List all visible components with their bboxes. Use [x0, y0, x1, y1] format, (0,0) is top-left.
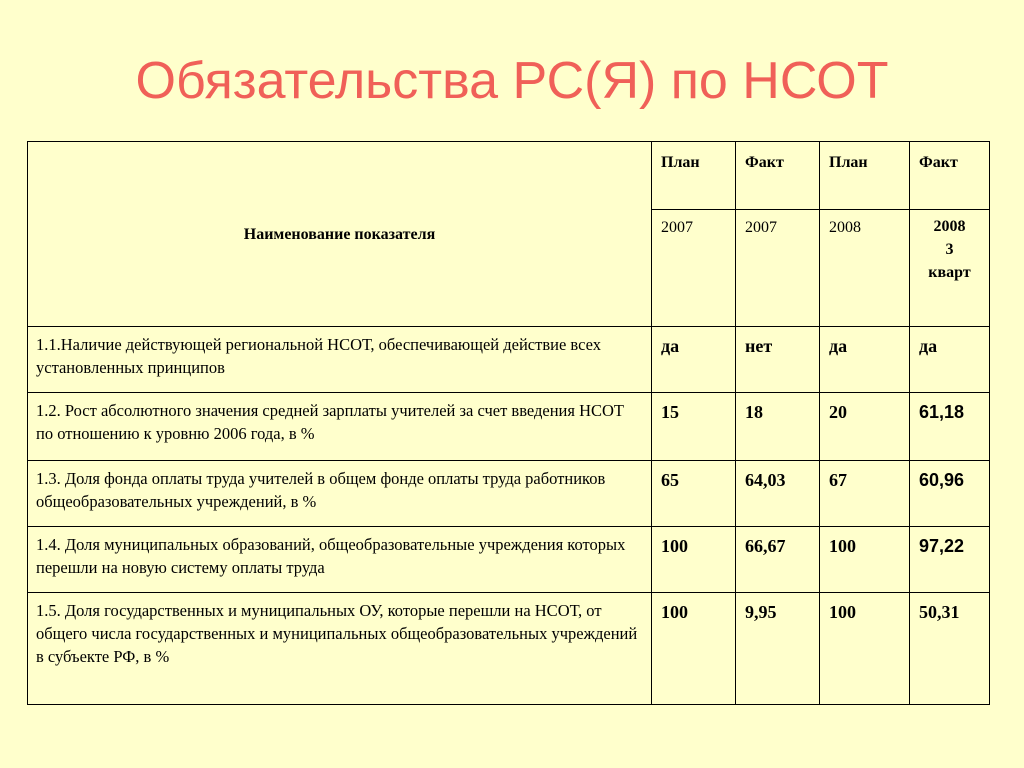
value-plan-2007: 15 [652, 393, 736, 461]
table-row [28, 393, 990, 461]
value-plan-2008: 100 [820, 593, 910, 705]
col-year-fact-2008-year: 2008 [933, 218, 966, 235]
value-plan-2008: 67 [820, 461, 910, 527]
value-fact-2007: 18 [736, 393, 820, 461]
col-year-plan-2007: 2007 [652, 210, 736, 327]
value-fact-2008: 61,18 [910, 393, 990, 461]
col-year-fact-2008-quarter: 3 [945, 241, 954, 258]
col-label-plan-2008: План [820, 142, 910, 210]
value-plan-2007: 100 [652, 593, 736, 705]
value-plan-2008: 20 [820, 393, 910, 461]
value-plan-2007: да [652, 327, 736, 393]
value-fact-2007: 66,67 [736, 527, 820, 593]
table-row [28, 461, 990, 527]
value-fact-2008: 97,22 [910, 527, 990, 593]
value-fact-2008: 60,96 [910, 461, 990, 527]
value-plan-2008: 100 [820, 527, 910, 593]
table-row [28, 527, 990, 593]
col-year-plan-2008: 2008 [820, 210, 910, 327]
indicator-name: 1.3. Доля фонда оплаты труда учителей в общем фонде оплаты труда работников общеобразовательных учреждений, в % [28, 461, 652, 527]
col-label-fact-2008: Факт [910, 142, 990, 210]
value-fact-2007: 9,95 [736, 593, 820, 705]
value-plan-2007: 65 [652, 461, 736, 527]
indicators-table [27, 141, 990, 705]
indicator-name: 1.2. Рост абсолютного значения средней зарплаты учителей за счет введения НСОТ по отношению к уровню 2006 года, в % [28, 393, 652, 461]
value-plan-2007: 100 [652, 527, 736, 593]
table-row [28, 593, 990, 705]
slide-title: Обязательства РС(Я) по НСОТ [135, 52, 889, 110]
col-year-fact-2008-quarter-label: кварт [928, 264, 971, 281]
indicator-name: 1.4. Доля муниципальных образований, общеобразовательные учреждения которых перешли на новую систему оплаты труда [28, 527, 652, 593]
value-fact-2008: да [910, 327, 990, 393]
value-fact-2008: 50,31 [910, 593, 990, 705]
value-fact-2007: нет [736, 327, 820, 393]
col-label-plan-2007: План [652, 142, 736, 210]
col-year-fact-2008 [910, 210, 990, 327]
table-row [28, 327, 990, 393]
value-plan-2008: да [820, 327, 910, 393]
col-label-fact-2007: Факт [736, 142, 820, 210]
name-header: Наименование показателя [28, 142, 652, 327]
indicator-name: 1.5. Доля государственных и муниципальных ОУ, которые перешли на НСОТ, от общего числа государственных и муниципальных общеобразовательных учреждений в субъекте РФ, в % [28, 593, 652, 705]
col-year-fact-2007: 2007 [736, 210, 820, 327]
header-row-labels [28, 142, 990, 210]
indicator-name: 1.1.Наличие действующей региональной НСОТ, обеспечивающей действие всех установленных принципов [28, 327, 652, 393]
value-fact-2007: 64,03 [736, 461, 820, 527]
